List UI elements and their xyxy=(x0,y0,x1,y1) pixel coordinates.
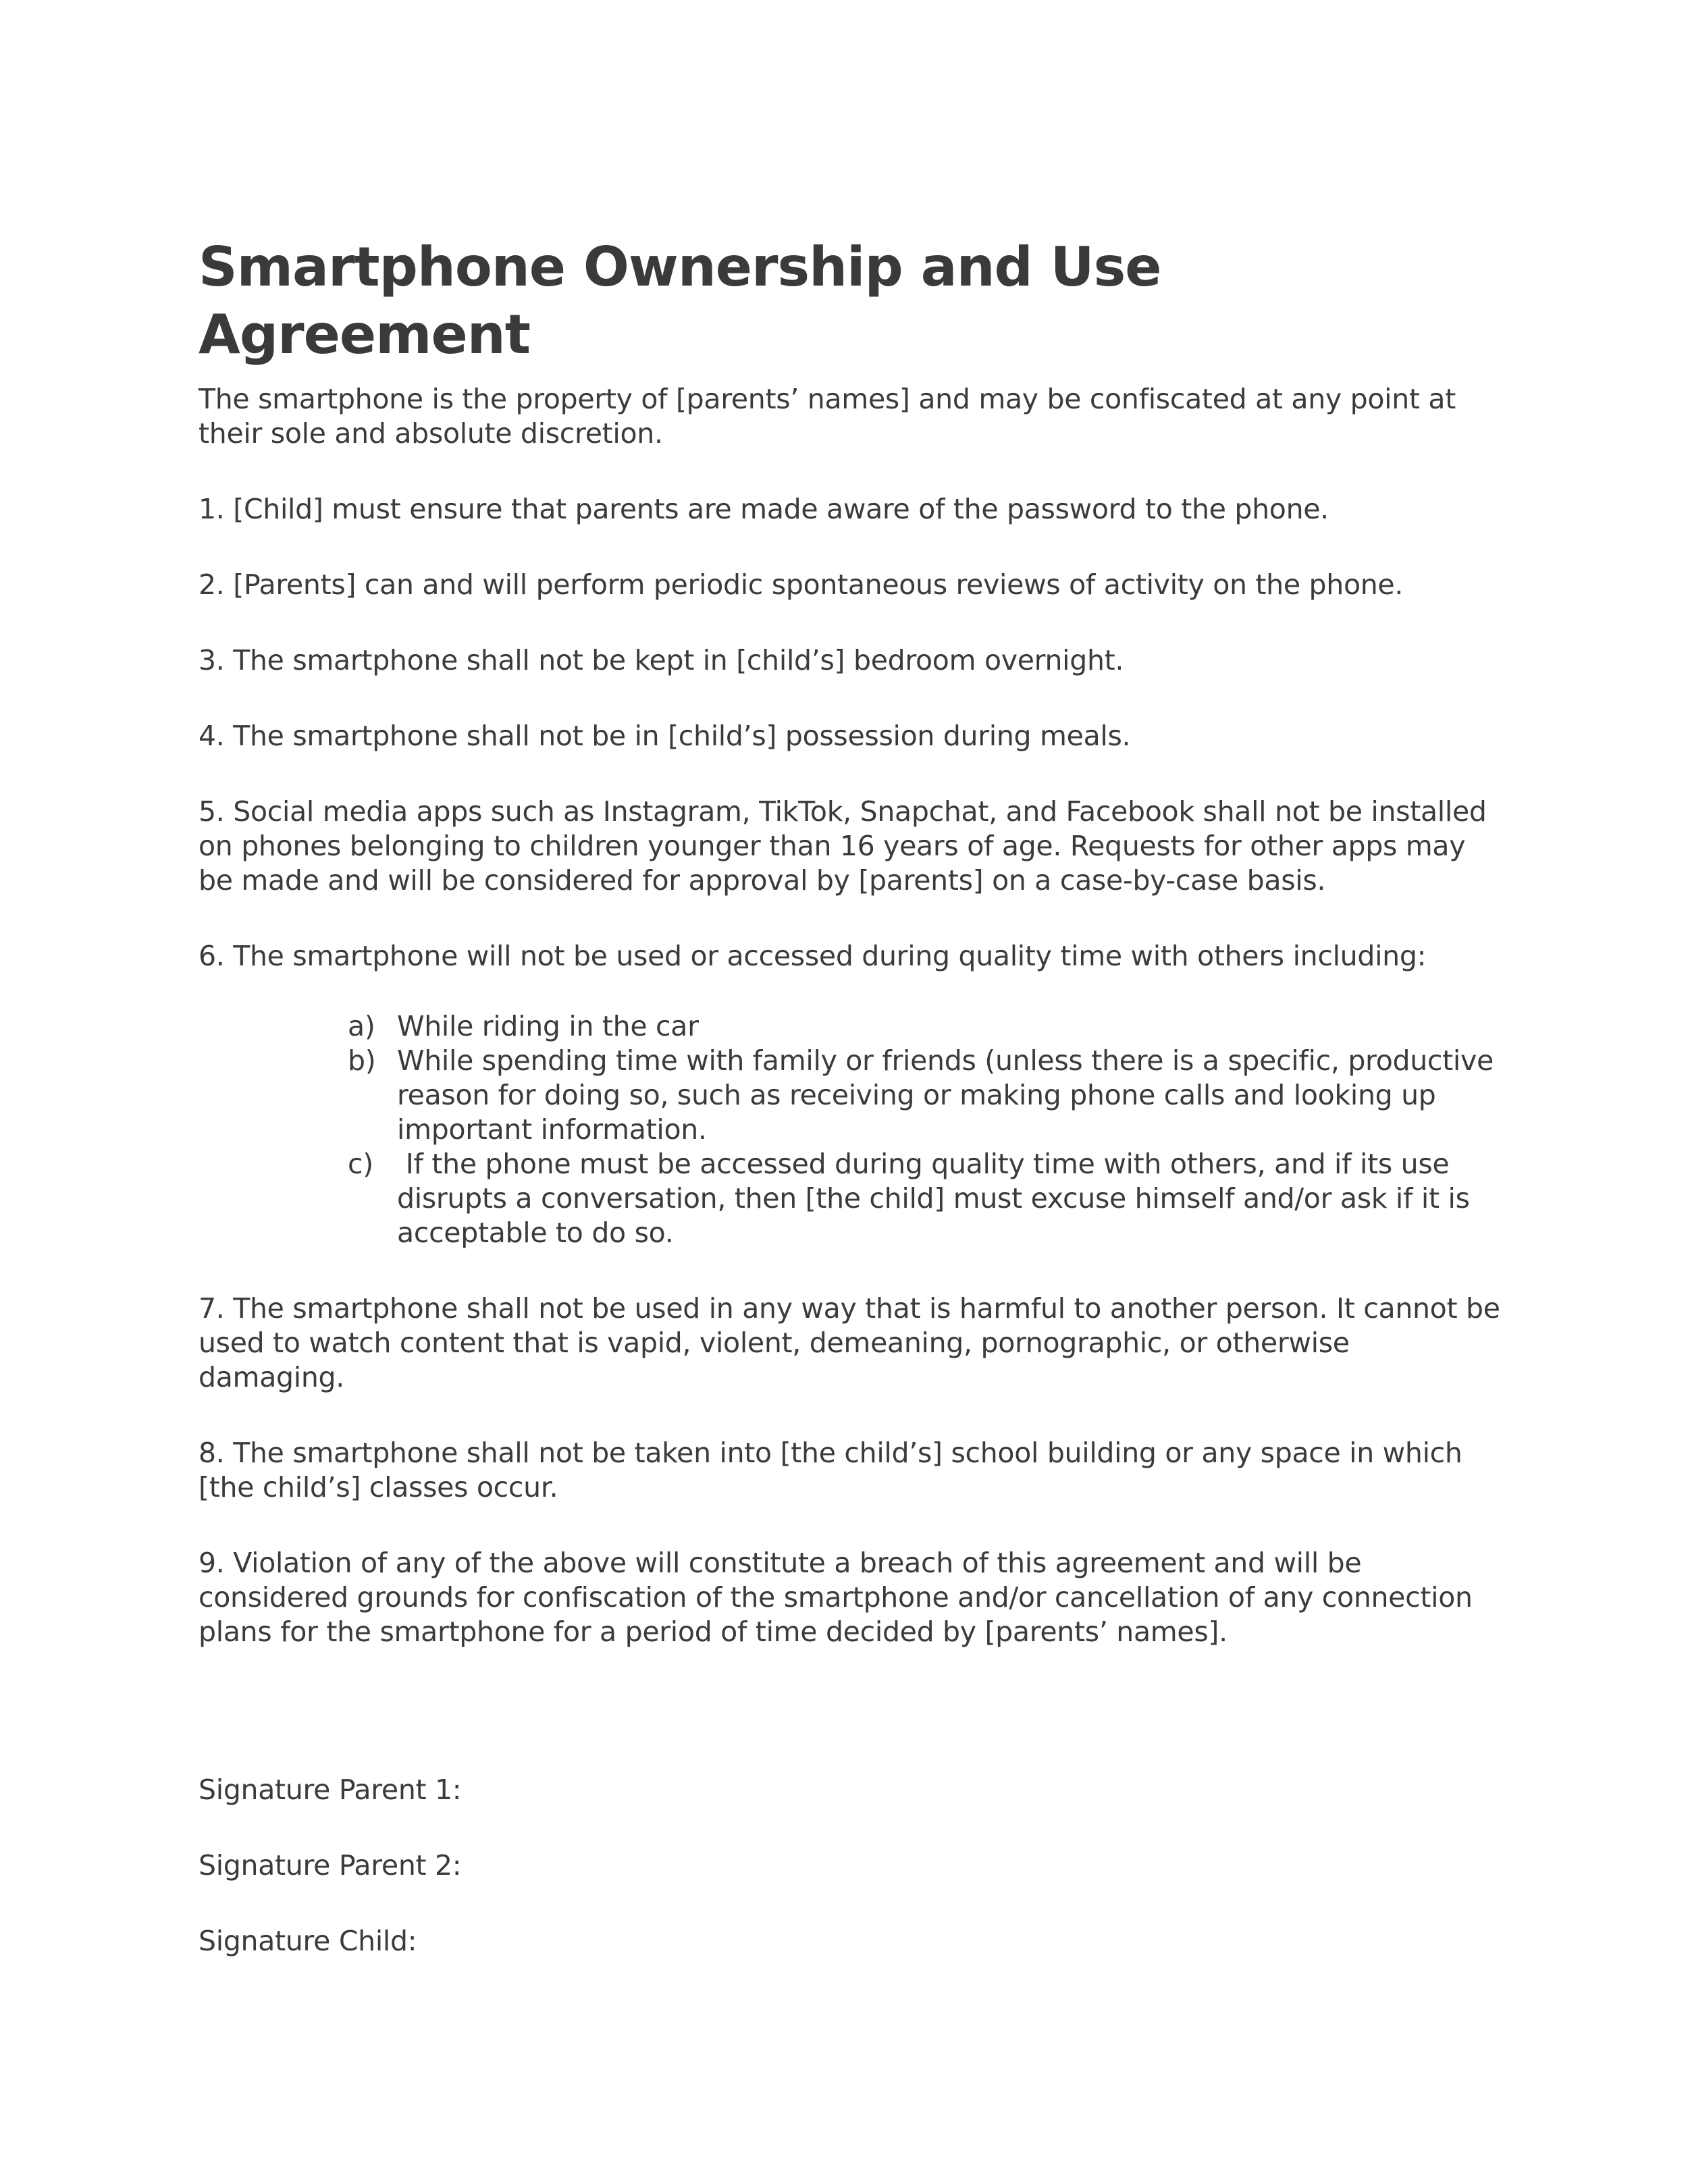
list-marker: b) xyxy=(348,1044,376,1077)
intro-paragraph: The smartphone is the property of [parents’ names] and may be confiscated at any point at their sole and absolute discretion. xyxy=(199,383,1456,450)
list-marker: c) xyxy=(348,1148,373,1180)
rule-6: 6. The smartphone will not be used or accessed during quality time with others including: xyxy=(199,940,1427,972)
rule-3: 3. The smartphone shall not be kept in [child’s] bedroom overnight. xyxy=(199,644,1124,676)
rule-2: 2. [Parents] can and will perform periodic spontaneous reviews of activity on the phone. xyxy=(199,568,1404,601)
rule-8: 8. The smartphone shall not be taken into [the child’s] school building or any space in which [the child’s] classes occur. xyxy=(199,1437,1462,1503)
signature-child: Signature Child: xyxy=(199,1925,417,1957)
rule-5: 5. Social media apps such as Instagram, TikTok, Snapchat, and Facebook shall not be installed on phones belonging to children younger than 16 years of age. Requests for other apps may be made and will be considered for approval by [parents] on a case-by-case basis. xyxy=(199,795,1487,897)
list-item-text: If the phone must be accessed during quality time with others, and if its use disrupts a conversation, then [the child] must excuse himself and/or ask if it is acceptable to do so. xyxy=(397,1148,1479,1249)
list-marker: a) xyxy=(348,1010,375,1042)
signature-parent-1: Signature Parent 1: xyxy=(199,1774,462,1806)
rule-9: 9. Violation of any of the above will constitute a breach of this agreement and will be considered grounds for confiscation of the smartphone and/or cancellation of any connection plans for the smartphone for a period of time decided by [parents’ names]. xyxy=(199,1547,1473,1648)
rule-7: 7. The smartphone shall not be used in any way that is harmful to another person. It cannot be used to watch content that is vapid, violent, demeaning, pornographic, or otherwise damaging. xyxy=(199,1292,1500,1393)
page-title: Smartphone Ownership and Use Agreement xyxy=(199,236,1161,366)
rule-1: 1. [Child] must ensure that parents are made aware of the password to the phone. xyxy=(199,493,1329,525)
list-item-text: While spending time with family or friends (unless there is a specific, productive reason for doing so, such as receiving or making phone calls and looking up important information. xyxy=(397,1044,1494,1146)
rule-4: 4. The smartphone shall not be in [child’s] possession during meals. xyxy=(199,720,1131,752)
signature-section xyxy=(199,1773,1502,1959)
signature-parent-2: Signature Parent 2: xyxy=(199,1849,462,1882)
rule-6-sublist xyxy=(199,1009,1502,1250)
agreement-document xyxy=(199,234,1502,2000)
list-item xyxy=(199,1147,1502,1250)
list-item xyxy=(199,1009,1502,1044)
list-item-text: While riding in the car xyxy=(397,1010,699,1042)
list-item xyxy=(199,1044,1502,1147)
